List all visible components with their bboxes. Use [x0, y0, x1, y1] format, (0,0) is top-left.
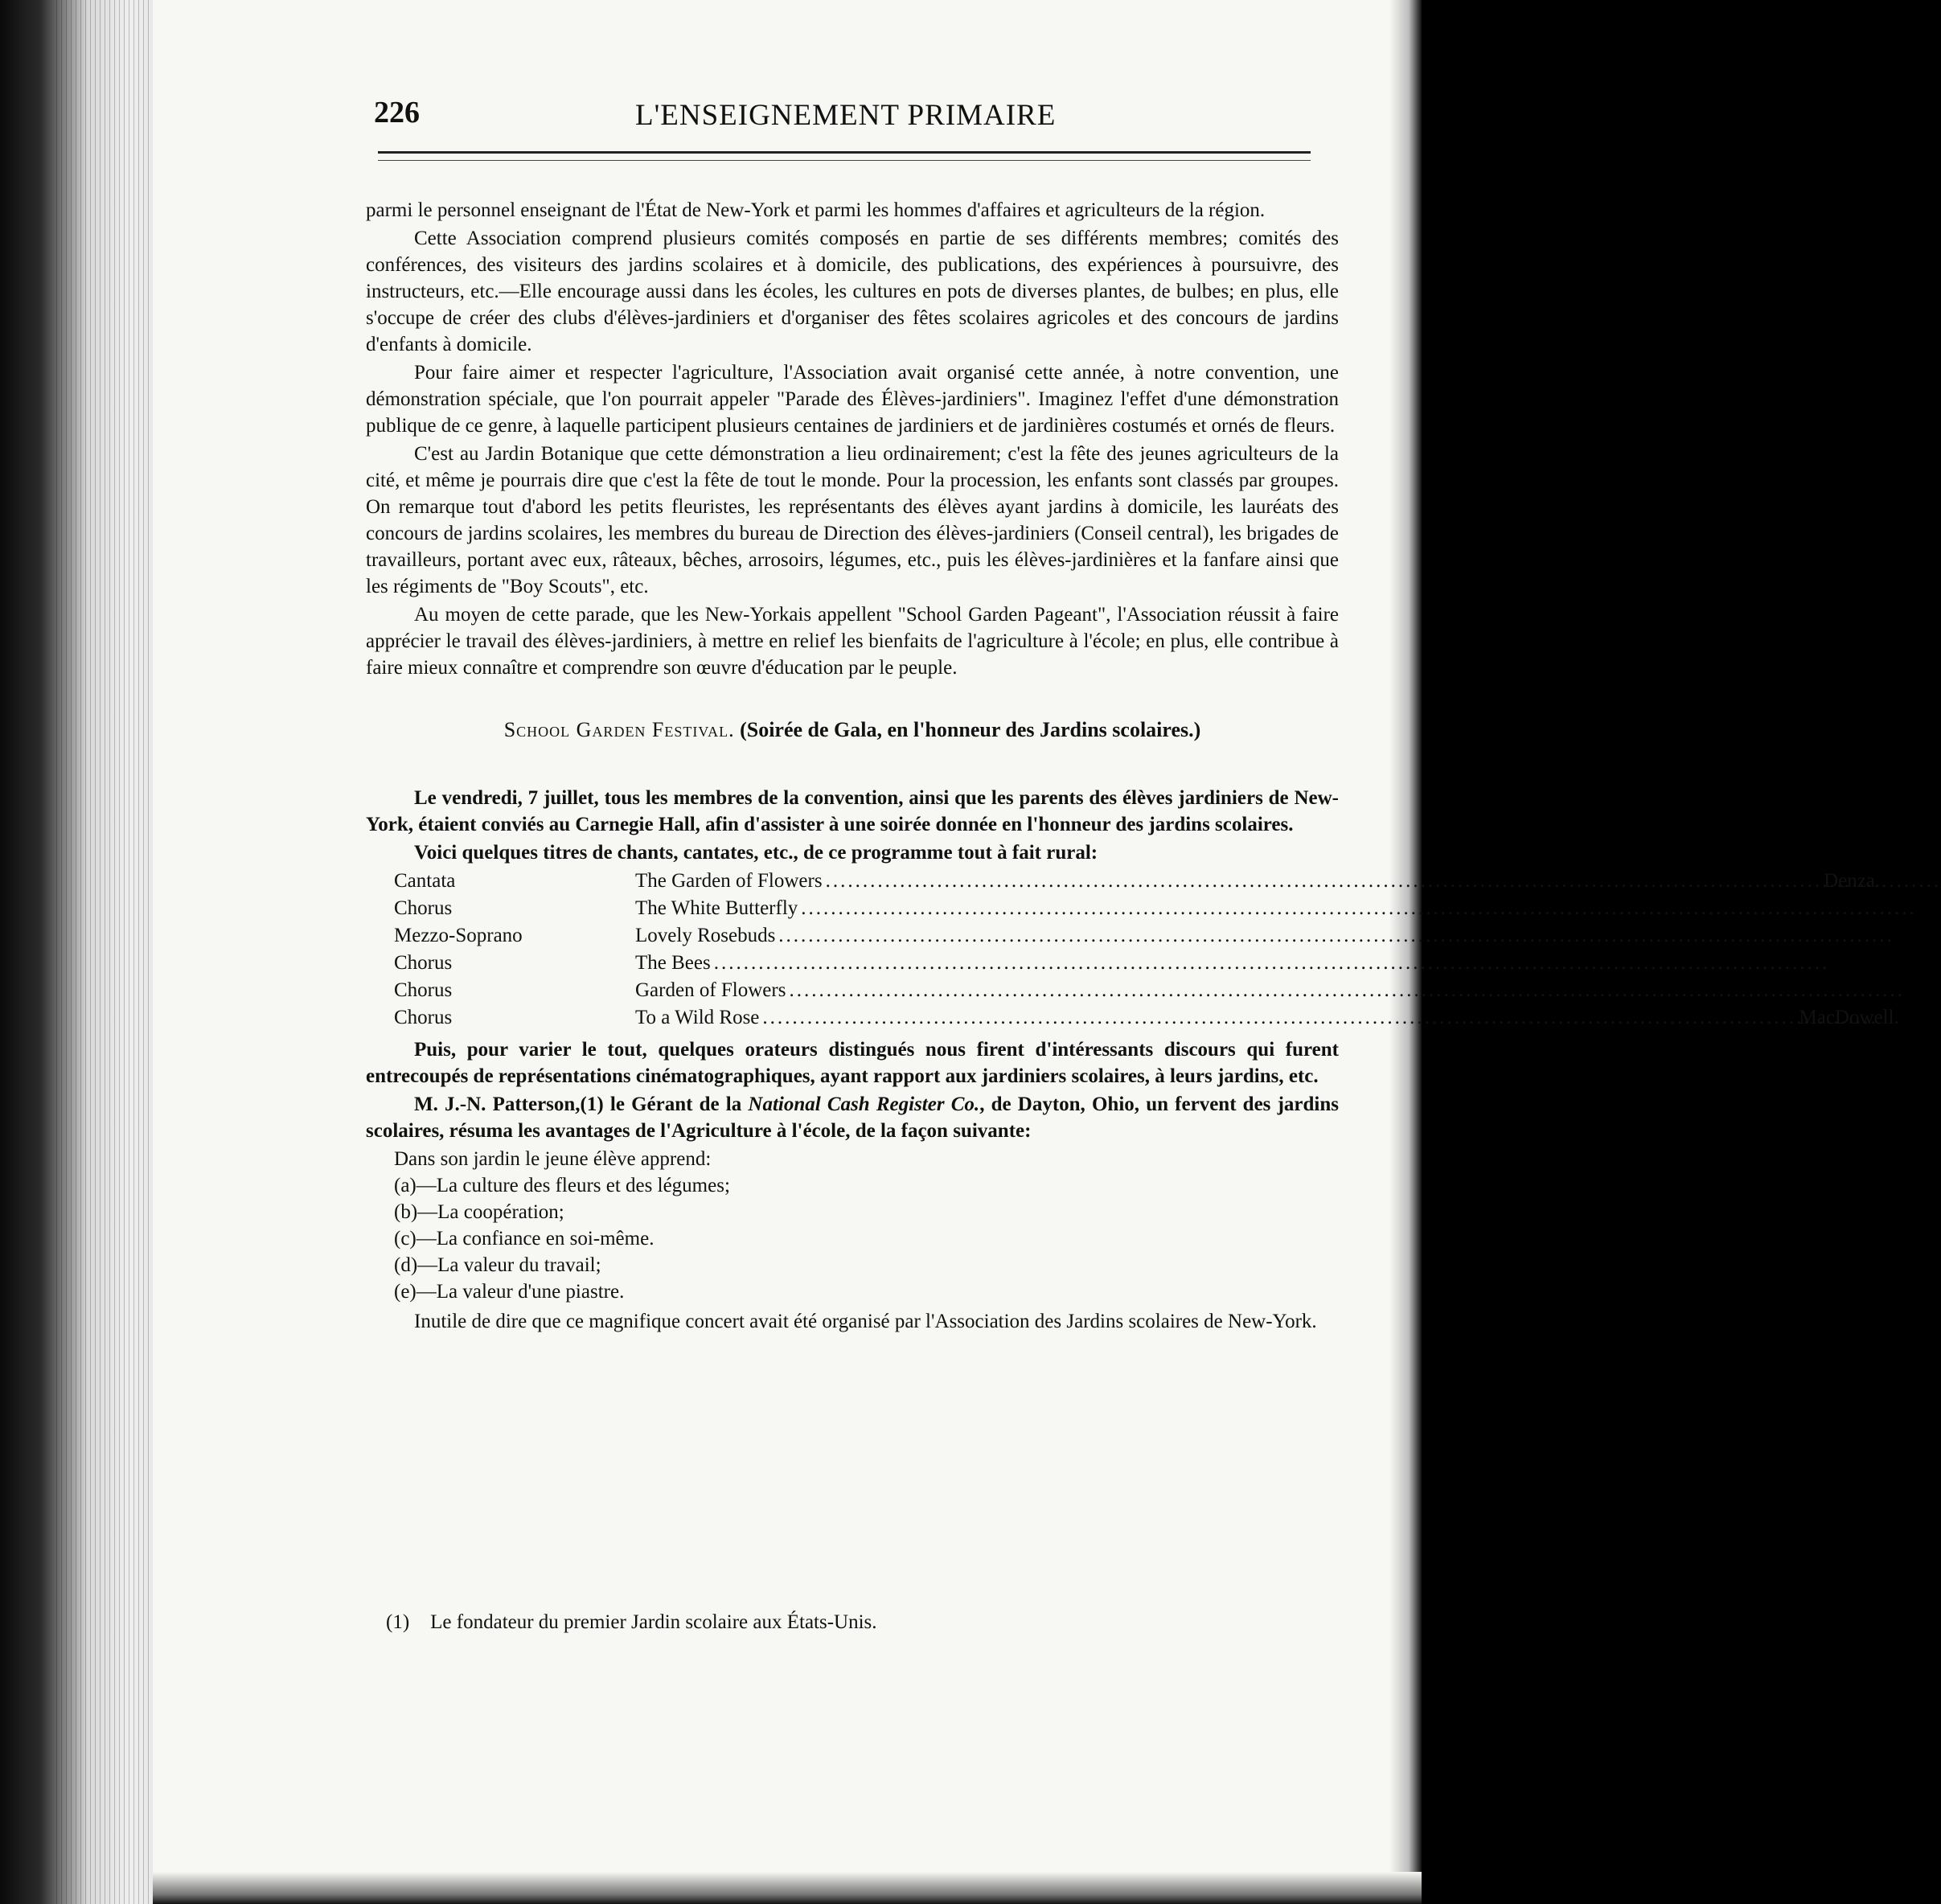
program-list	[394, 868, 1899, 1032]
section-subtitle: (Soirée de Gala, en l'honneur des Jardins scolaires.)	[740, 718, 1201, 741]
dot-leader	[714, 950, 1830, 977]
program-type: Chorus	[394, 897, 453, 919]
program-type: Mezzo-Soprano	[394, 925, 523, 946]
dot-leader	[789, 977, 1905, 1004]
program-row	[394, 895, 1327, 922]
program-title: The White Butterfly	[635, 897, 798, 919]
footnote-text: Le fondateur du premier Jardin scolaire aux États-Unis.	[430, 1611, 877, 1633]
main-text	[366, 197, 1899, 1336]
page-header	[374, 95, 1355, 135]
page-edges	[56, 0, 161, 1904]
patterson-after: , de Dayton, Ohio, un fervent des jardins scolaires, résuma les avantages de l'Agriculture à l'école, de la façon suivante:	[366, 1094, 1339, 1142]
program-composer: MacDowell.	[1799, 1007, 1899, 1028]
paragraph: Cette Association comprend plusieurs comités composés en partie de ses différents membres; comités des conférences, des visiteurs des jardins scolaires et à domicile, des publications, des expériences à poursuivre, des instructeurs, etc.—Elle encourage aussi dans les écoles, les cultures en pots de diverses plantes, de bulbes; en plus, elle s'occupe de créer des clubs d'élèves-jardiniers et d'organiser des fêtes scolaires agricoles et des concours de jardins d'enfants à domicile.	[366, 228, 1339, 355]
program-title: The Garden of Flowers	[635, 870, 823, 892]
section-heading	[366, 716, 1339, 743]
dot-leader	[826, 868, 1941, 895]
lesson-list	[394, 1146, 1339, 1305]
program-composer: Denza.	[1824, 870, 1881, 892]
company-name: National Cash Register Co.	[748, 1094, 980, 1115]
program-composer	[1819, 977, 1824, 1004]
program-title: To a Wild Rose	[635, 1007, 760, 1028]
list-intro: Dans son jardin le jeune élève apprend:	[394, 1148, 712, 1170]
program-title: Lovely Rosebuds	[635, 925, 776, 946]
patterson-before: M. J.-N. Patterson,(1) le Gérant de la	[414, 1094, 749, 1115]
program-composer	[1832, 922, 1837, 950]
program-row	[394, 950, 1327, 977]
running-title: L'ENSEIGNEMENT PRIMAIRE	[635, 99, 1057, 132]
list-item: (d)—La valeur du travail;	[394, 1254, 601, 1276]
header-rule	[378, 151, 1311, 154]
program-type: Cantata	[394, 870, 456, 892]
paragraph: parmi le personnel enseignant de l'État de New-York et parmi les hommes d'affaires et agriculteurs de la région.	[366, 199, 1266, 221]
dot-leader	[778, 922, 1894, 950]
paragraph: Au moyen de cette parade, que les New-Yorkais appellent "School Garden Pageant", l'Association réussit à faire apprécier le travail des élèves-jardiniers, à mettre en relief les bienfaits de l'agriculture à l'école; en plus, elle contribue à faire mieux connaître et comprendre son œuvre d'éducation par le peuple.	[366, 604, 1339, 679]
footnote-mark: (1)	[386, 1611, 410, 1633]
program-composer	[1827, 895, 1832, 922]
program-title: The Bees	[635, 952, 711, 974]
dot-leader	[762, 1004, 1878, 1032]
list-item: (b)—La coopération;	[394, 1201, 564, 1223]
list-item: (a)—La culture des fleurs et des légumes;	[394, 1175, 730, 1196]
program-title: Garden of Flowers	[635, 979, 786, 1001]
program-row	[394, 922, 1327, 950]
header-rule-thin	[378, 160, 1311, 161]
footnote	[386, 1611, 877, 1634]
dot-leader	[801, 895, 1917, 922]
list-item: (c)—La confiance en soi-même.	[394, 1228, 655, 1250]
program-row	[394, 977, 1327, 1004]
program-intro: Voici quelques titres de chants, cantates, etc., de ce programme tout à fait rural:	[414, 842, 1098, 864]
program-type: Chorus	[394, 979, 453, 1001]
page-number: 226	[374, 96, 420, 129]
section-title: School Garden Festival.	[503, 718, 735, 741]
scan-bottom-edge	[153, 1872, 1422, 1904]
paragraph: Pour faire aimer et respecter l'agriculture, l'Association avait organisé cette année, à notre convention, une démonstration spéciale, que l'on pourrait appeler "Parade des Élèves-jardiniers". Imaginez l'effet d'une démonstration publique de ce genre, à laquelle participent plusieurs centaines de jardiniers et de jardinières costumés et ornés de fleurs.	[366, 362, 1339, 437]
patterson-paragraph	[366, 1091, 1339, 1144]
list-item: (e)—La valeur d'une piastre.	[394, 1281, 625, 1303]
program-composer	[1793, 950, 1798, 977]
paragraph: Puis, pour varier le tout, quelques orateurs distingués nous firent d'intéressants discours qui furent entrecoupés de représentations cinématographiques, ayant rapport aux jardiniers scolaires, à leurs jardins, etc.	[366, 1039, 1339, 1087]
program-row	[394, 868, 1881, 895]
program-type: Chorus	[394, 952, 453, 974]
program-row	[394, 1004, 1899, 1032]
program-type: Chorus	[394, 1007, 453, 1028]
festival-paragraph: Le vendredi, 7 juillet, tous les membres de la convention, ainsi que les parents des élèves jardiniers de New-York, étaient conviés au Carnegie Hall, afin d'assister à une soirée donnée en l'honneur des jardins scolaires.	[366, 787, 1339, 835]
paragraph: C'est au Jardin Botanique que cette démonstration a lieu ordinairement; c'est la fête des jeunes agriculteurs de la cité, et même je pourrais dire que c'est la fête de tout le monde. Pour la procession, les enfants sont classés par groupes. On remarque tout d'abord les petits fleuristes, les représentants des élèves ayant jardins à domicile, les lauréats des concours de jardins scolaires, les membres du bureau de Direction des élèves-jardiniers (Conseil central), les brigades de travailleurs, portant avec eux, râteaux, bêches, arrosoirs, légumes, etc., puis les élèves-jardinières et la fanfare ainsi que les régiments de "Boy Scouts", etc.	[366, 443, 1339, 597]
closing-paragraph: Inutile de dire que ce magnifique concert avait été organisé par l'Association des Jardins scolaires de New-York.	[414, 1311, 1317, 1332]
